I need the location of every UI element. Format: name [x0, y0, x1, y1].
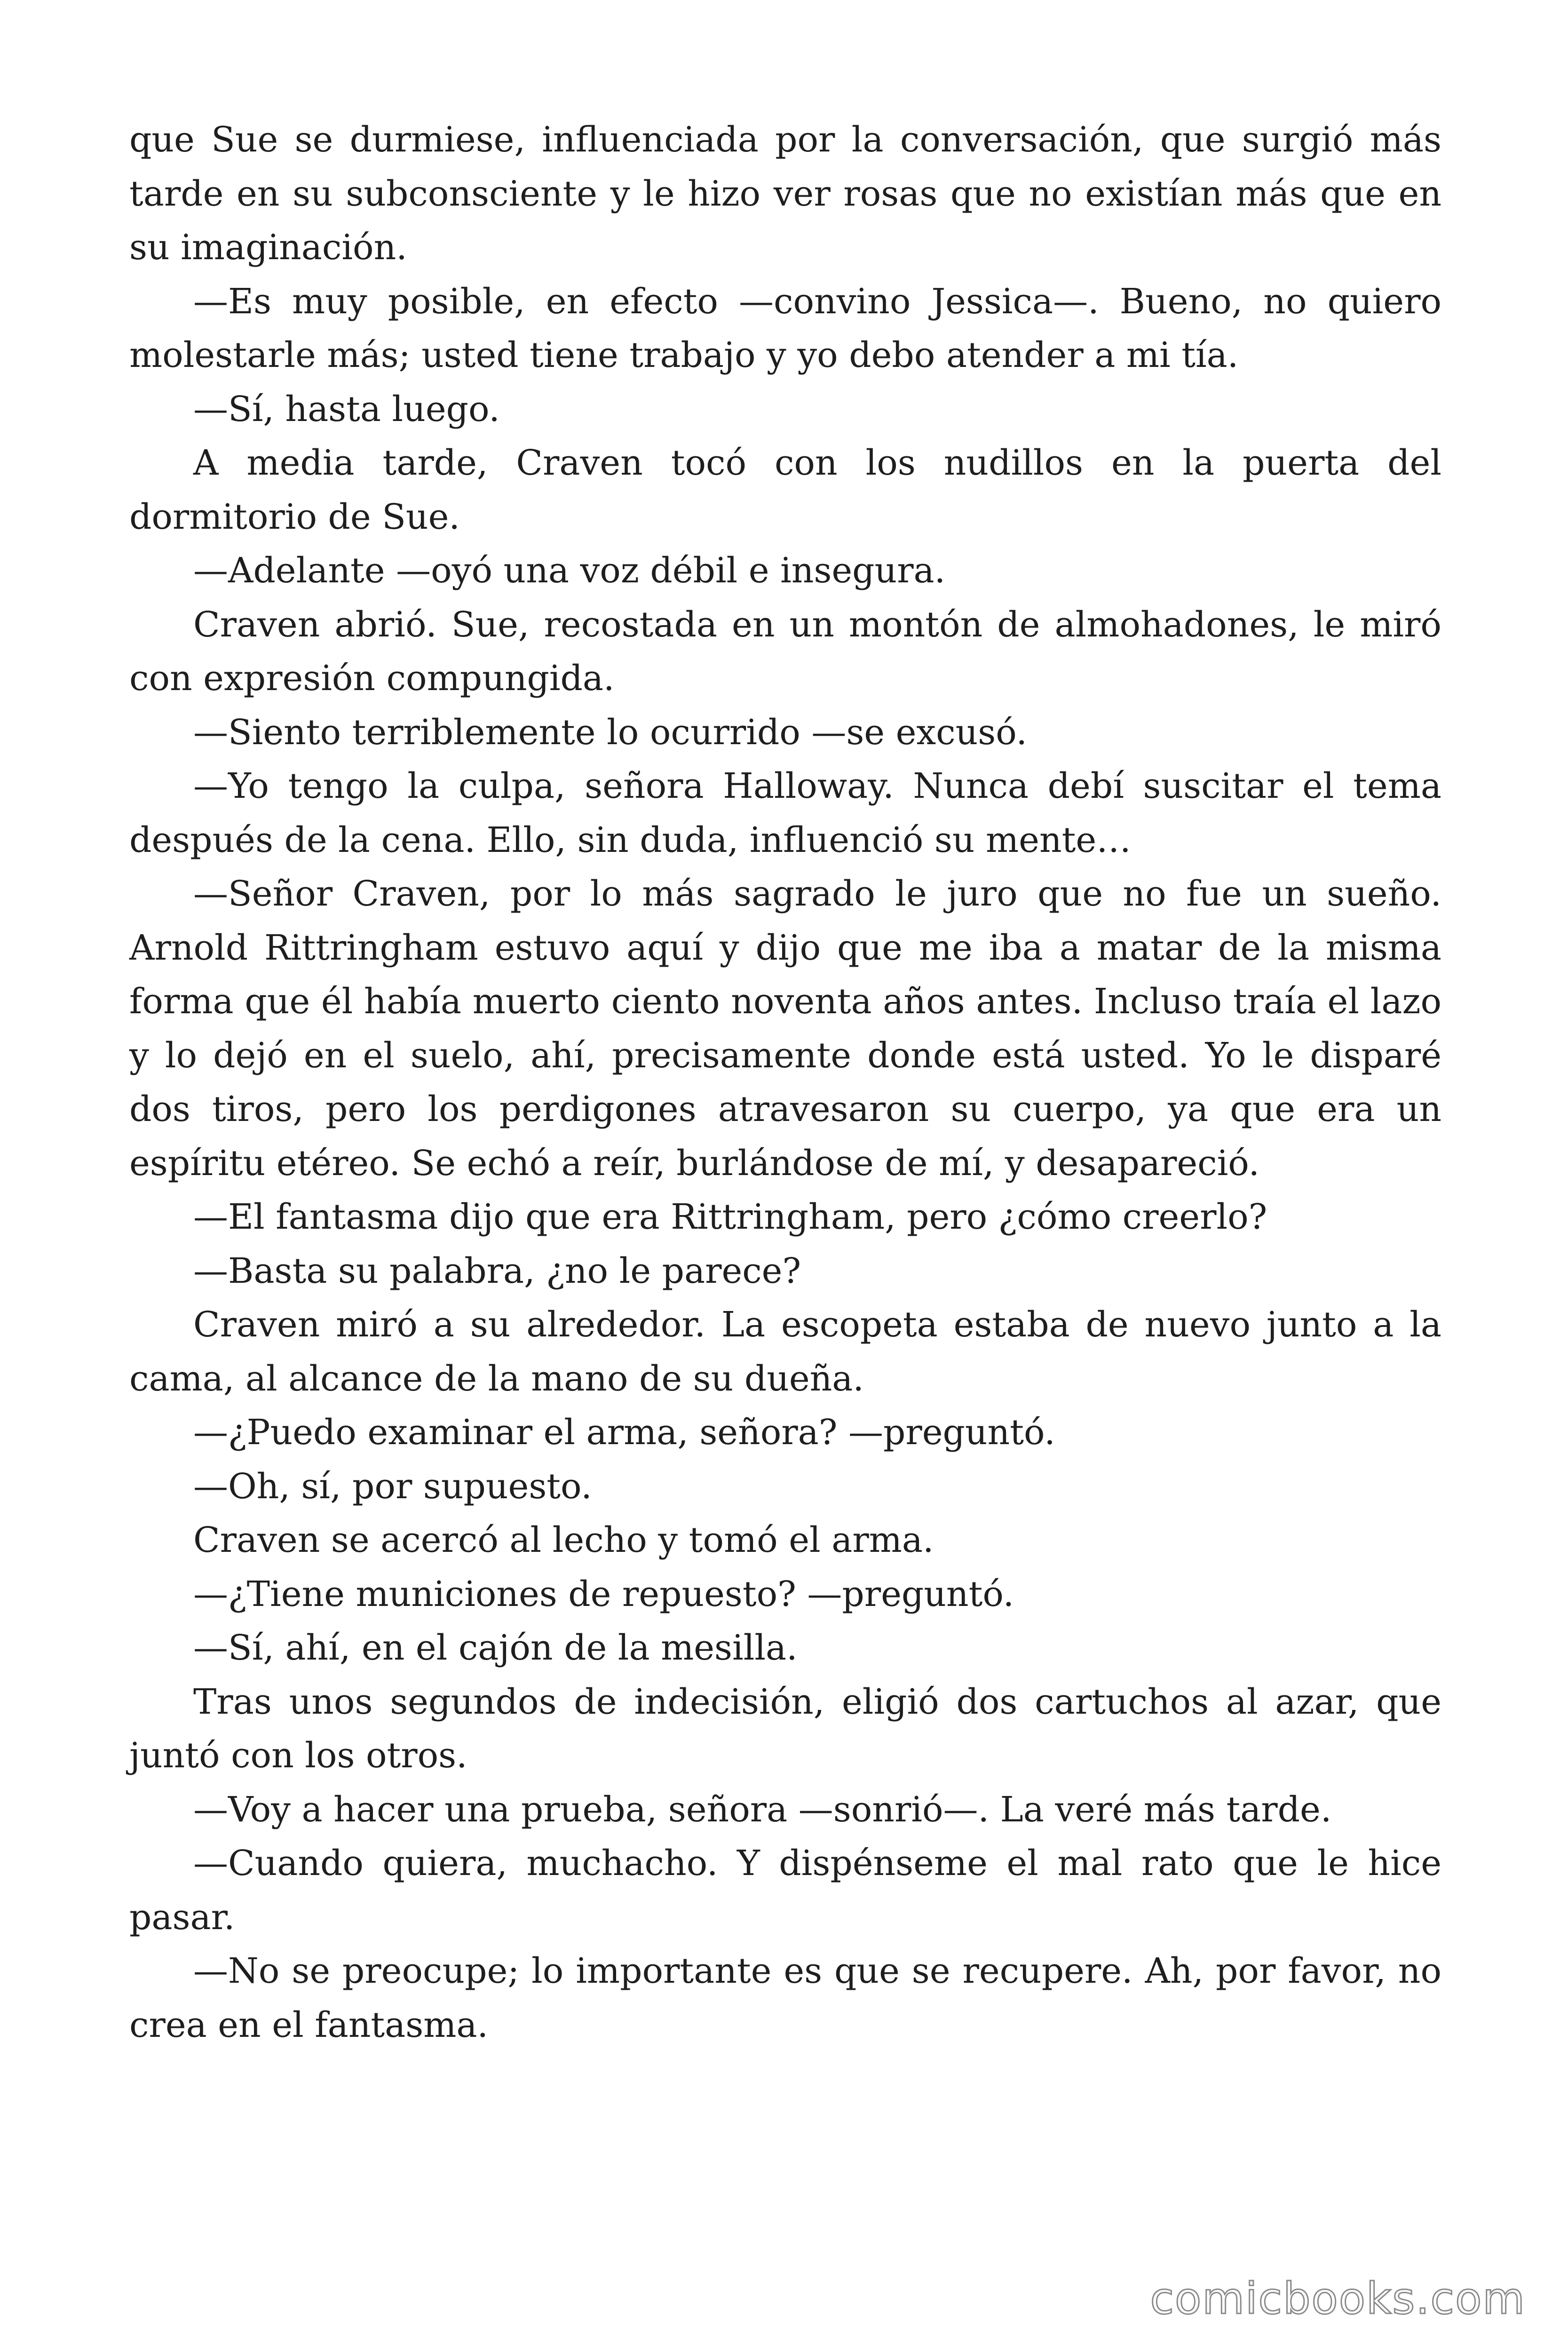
paragraph: Tras unos segundos de indecisión, eligió dos cartuchos al azar, que juntó con los otros.: [129, 1681, 1441, 1776]
paragraph: —Yo tengo la culpa, señora Halloway. Nunca debí suscitar el tema después de la cena. Ello, sin duda, influenció su mente…: [129, 766, 1441, 860]
paragraph: —¿Puedo examinar el arma, señora? —preguntó.: [193, 1412, 1055, 1453]
paragraph: —No se preocupe; lo importante es que se recupere. Ah, por favor, no crea en el fantasma.: [129, 1951, 1441, 2045]
paragraph: —Oh, sí, por supuesto.: [193, 1466, 592, 1507]
paragraph: —Siento terriblemente lo ocurrido —se excusó.: [193, 712, 1028, 753]
paragraph: —Voy a hacer una prueba, señora —sonrió—. La veré más tarde.: [193, 1789, 1332, 1830]
watermark: comicbooks.com: [1150, 2273, 1526, 2324]
paragraph: —Es muy posible, en efecto —convino Jessica—. Bueno, no quiero molestarle más; usted tiene trabajo y yo debo atender a mi tía.: [129, 281, 1441, 375]
paragraph: A media tarde, Craven tocó con los nudillos en la puerta del dormitorio de Sue.: [129, 443, 1441, 537]
paragraph: —Sí, ahí, en el cajón de la mesilla.: [193, 1628, 798, 1668]
paragraph: Craven abrió. Sue, recostada en un montón de almohadones, le miró con expresión compungida.: [129, 604, 1441, 699]
paragraph: —Cuando quiera, muchacho. Y dispénseme el mal rato que le hice pasar.: [129, 1843, 1441, 1938]
paragraph: —¿Tiene municiones de repuesto? —preguntó.: [193, 1573, 1014, 1614]
paragraph: —Sí, hasta luego.: [193, 389, 500, 429]
page-body: [129, 113, 1441, 2052]
paragraph: Craven se acercó al lecho y tomó el arma.: [193, 1520, 934, 1560]
paragraph: —Adelante —oyó una voz débil e insegura.: [193, 550, 946, 591]
paragraph: que Sue se durmiese, influenciada por la conversación, que surgió más tarde en su subconsciente y le hizo ver rosas que no existían más que en su imaginación.: [129, 119, 1441, 268]
paragraph: —El fantasma dijo que era Rittringham, pero ¿cómo creerlo?: [193, 1197, 1267, 1237]
paragraph: —Basta su palabra, ¿no le parece?: [193, 1250, 801, 1291]
paragraph: Craven miró a su alrededor. La escopeta estaba de nuevo junto a la cama, al alcance de la mano de su dueña.: [129, 1304, 1441, 1399]
paragraph: —Señor Craven, por lo más sagrado le juro que no fue un sueño. Arnold Rittringham estuvo aquí y dijo que me iba a matar de la misma forma que él había muerto ciento noventa años antes. Incluso traía el lazo y lo dejó en el suelo, ahí, precisamente donde está usted. Yo le disparé dos tiros, pero los perdigones atravesaron su cuerpo, ya que era un espíritu etéreo. Se echó a reír, burlándose de mí, y desapareció.: [129, 874, 1441, 1184]
